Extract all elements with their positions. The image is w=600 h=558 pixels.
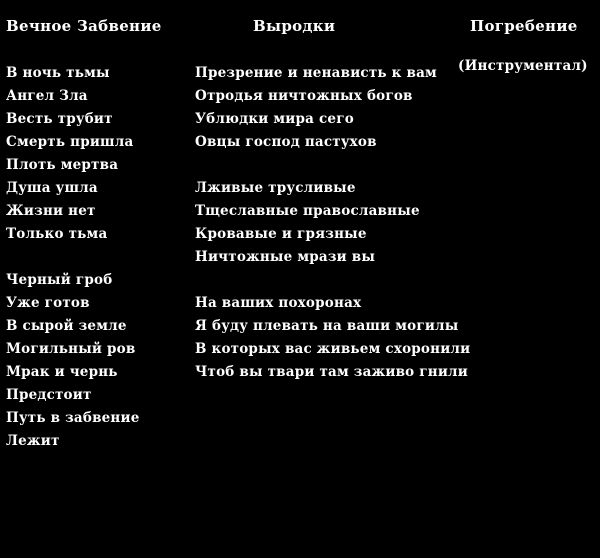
lyric-line: В ночь тьмы xyxy=(6,65,110,81)
lyrics-list xyxy=(6,62,140,453)
lyrics-list xyxy=(195,62,470,384)
lyric-line: Ничтожные мрази вы xyxy=(195,249,376,265)
column-title: Выродки xyxy=(253,17,336,35)
lyric-line: Я буду плевать на ваши могилы xyxy=(195,318,459,334)
stanza-gap xyxy=(195,269,470,292)
stanza-gap xyxy=(6,246,140,269)
lyric-line: Отродья ничтожных богов xyxy=(195,88,413,104)
lyric-line: На ваших похоронах xyxy=(195,295,362,311)
lyric-line: Путь в забвение xyxy=(6,410,140,426)
lyric-line: Лежит xyxy=(6,433,60,449)
column-title: Вечное Забвение xyxy=(6,17,162,35)
lyric-line: Тщеславные православные xyxy=(195,203,420,219)
lyric-line: В которых вас живьем схоронили xyxy=(195,341,471,357)
lyric-line: Уже готов xyxy=(6,295,90,311)
lyric-line: Могильный ров xyxy=(6,341,136,357)
stanza-gap xyxy=(195,154,470,177)
lyric-line: Овцы господ пастухов xyxy=(195,134,377,150)
instrumental-note: (Инструментал) xyxy=(458,58,588,74)
lyric-line: Ангел Зла xyxy=(6,88,88,104)
lyric-line: Весть трубит xyxy=(6,111,113,127)
lyric-line: В сырой земле xyxy=(6,318,127,334)
lyric-line: Презрение и ненависть к вам xyxy=(195,65,437,81)
lyric-line: Предстоит xyxy=(6,387,92,403)
lyric-line: Черный гроб xyxy=(6,272,113,288)
lyric-line: Жизни нет xyxy=(6,203,96,219)
lyric-line: Кровавые и грязные xyxy=(195,226,367,242)
lyric-line: Плоть мертва xyxy=(6,157,119,173)
lyric-line: Лживые трусливые xyxy=(195,180,356,196)
lyric-line: Смерть пришла xyxy=(6,134,134,150)
column-title: Погребение xyxy=(470,17,578,35)
lyric-line: Ублюдки мира сего xyxy=(195,111,354,127)
lyric-line: Душа ушла xyxy=(6,180,98,196)
lyric-line: Мрак и чернь xyxy=(6,364,118,380)
lyric-line: Только тьма xyxy=(6,226,108,242)
lyric-line: Чтоб вы твари там заживо гнили xyxy=(195,364,468,380)
